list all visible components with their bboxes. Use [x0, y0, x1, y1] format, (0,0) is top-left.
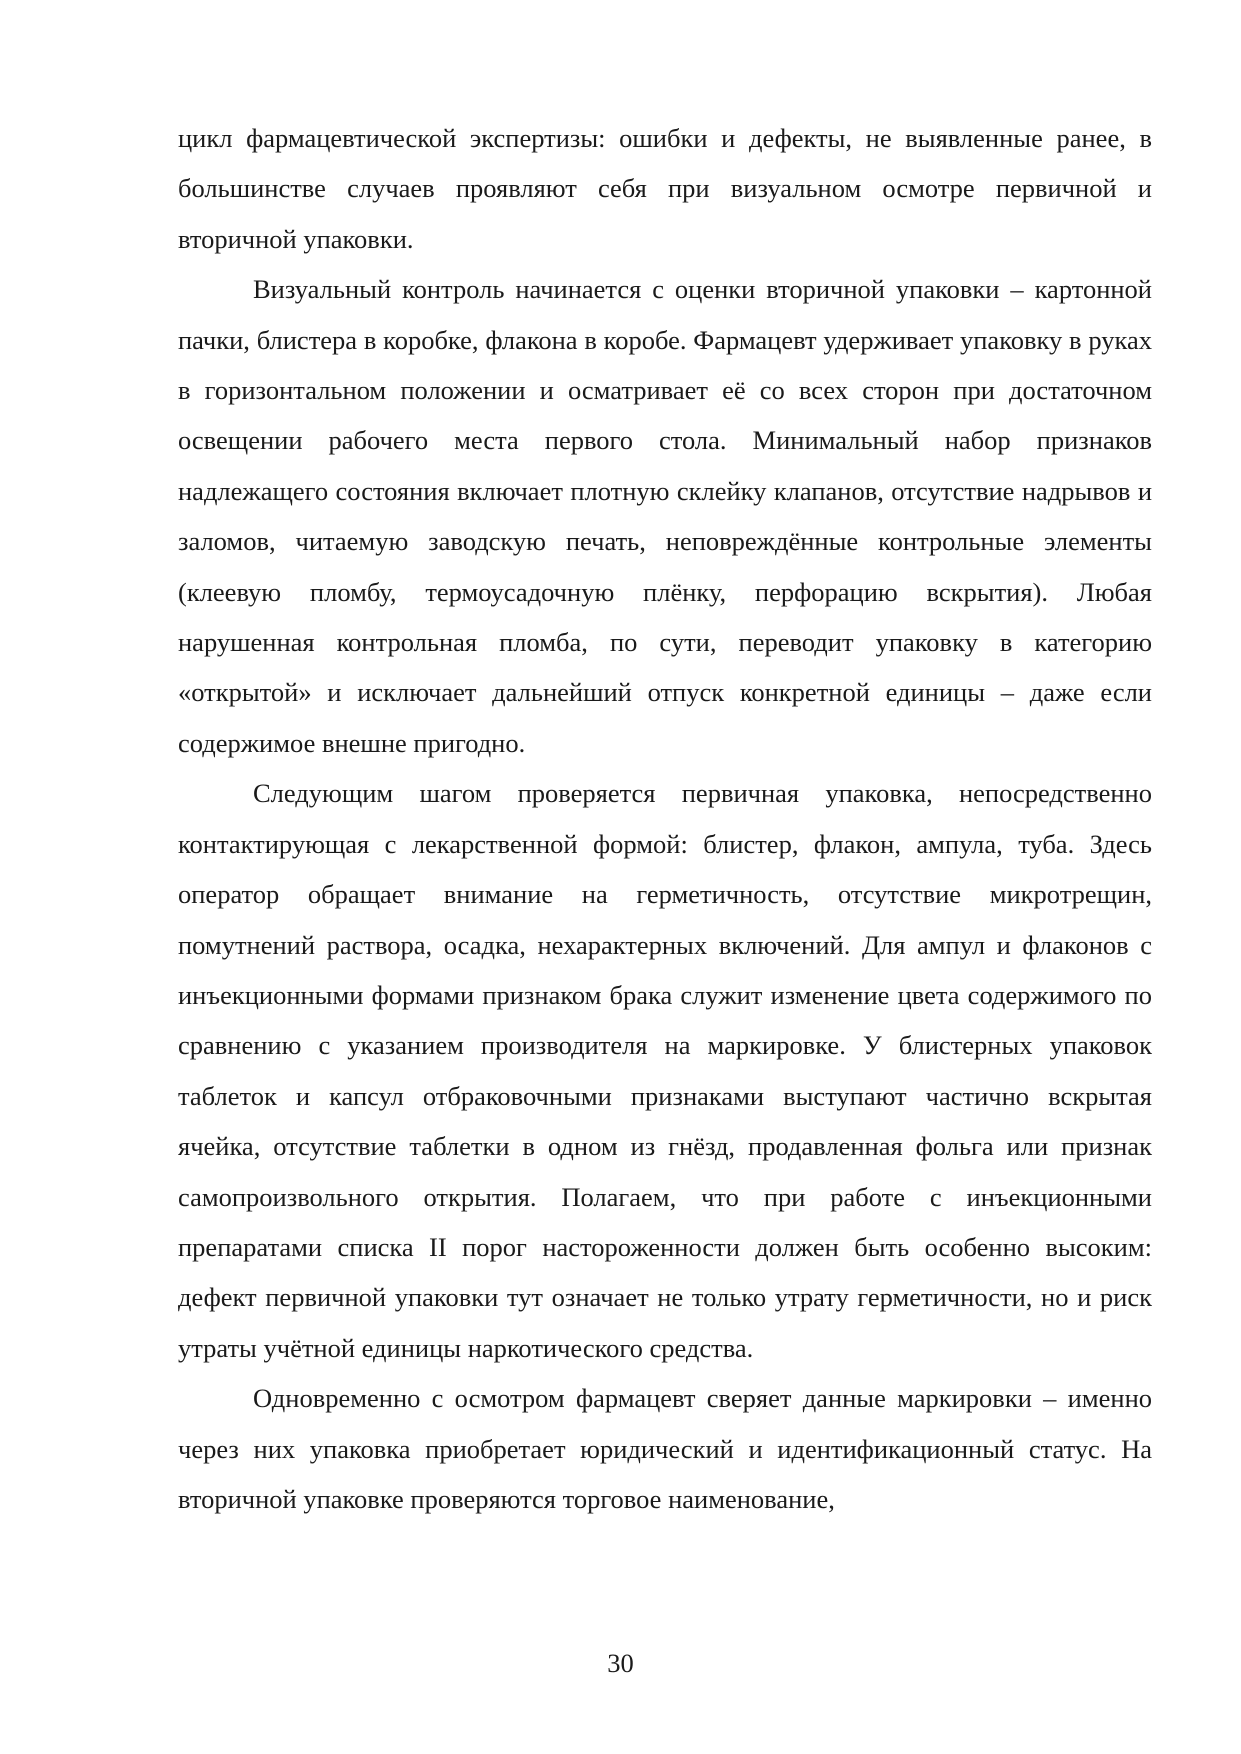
paragraph-continuation: цикл фармацевтической экспертизы: ошибки и дефекты, не выявленные ранее, в большинстве случаев проявляют себя при визуальном осмотре первичной и вторичной упаковки. [178, 123, 1152, 254]
page-number: 30 [607, 1648, 634, 1678]
paragraph-labeling: Одновременно с осмотром фармацевт сверяет данные маркировки – именно через них упаковка приобретает юридический и идентификационный статус. На вторичной упаковке проверяются торговое наименование, [178, 1383, 1152, 1514]
paragraph-visual-control: Визуальный контроль начинается с оценки вторичной упаковки – картонной пачки, блистера в коробке, флакона в коробе. Фармацевт удерживает упаковку в руках в горизонтальном положении и осматривает её со всех сторон при достаточном освещении рабочего места первого стола. Минимальный набор признаков надлежащего состояния включает плотную склейку клапанов, отсутствие надрывов и заломов, читаемую заводскую печать, неповреждённые контрольные элементы (клеевую пломбу, термоусадочную плёнку, перфорацию вскрытия). Любая нарушенная контрольная пломба, по сути, переводит упаковку в категорию «открытой» и исключает дальнейший отпуск конкретной единицы – даже если содержимое внешне пригодно. [178, 274, 1152, 758]
paragraph-primary-packaging: Следующим шагом проверяется первичная упаковка, непосредственно контактирующая с лекарственной формой: блистер, флакон, ампула, туба. Здесь оператор обращает внимание на герметичность, отсутствие микротрещин, помутнений раствора, осадка, нехарактерных включений. Для ампул и флаконов с инъекционными формами признаком брака служит изменение цвета содержимого по сравнению с указанием производителя на маркировке. У блистерных упаковок таблеток и капсул отбраковочными признаками выступают частично вскрытая ячейка, отсутствие таблетки в одном из гнёзд, продавленная фольга или признак самопроизвольного открытия. Полагаем, что при работе с инъекционными препаратами списка II порог настороженности должен быть особенно высоким: дефект первичной упаковки тут означает не только утрату герметичности, но и риск утраты учётной единицы наркотического средства. [178, 778, 1152, 1363]
body-text [178, 113, 1152, 1524]
